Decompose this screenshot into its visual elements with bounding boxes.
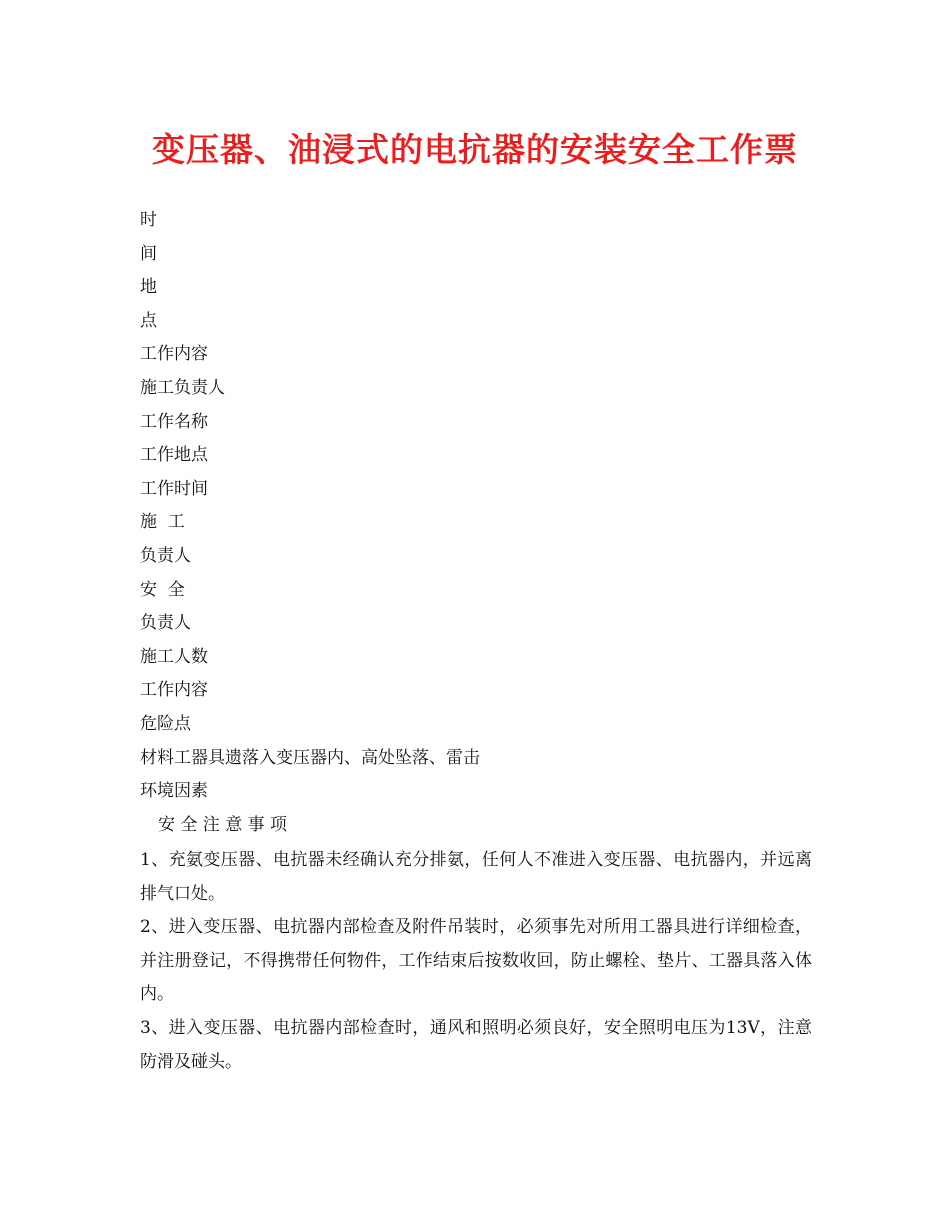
form-field-label: 工作地点 — [140, 445, 208, 466]
hazard-description: 材料工器具遗落入变压器内、高处坠落、雷击 — [140, 747, 480, 768]
form-field-label: 安 全 — [140, 579, 185, 600]
form-field-label: 点 — [140, 310, 157, 331]
safety-note-paragraph: 3、进入变压器、电抗器内部检查时，通风和照明必须良好，安全照明电压为13V，注意防滑及碰头。 — [140, 1017, 812, 1072]
document-title: 变压器、油浸式的电抗器的安装安全工作票 — [152, 130, 798, 169]
form-field-label: 工作时间 — [140, 478, 208, 499]
safety-notes — [140, 844, 812, 1079]
form-field-label: 时 — [140, 210, 157, 230]
safety-note-paragraph: 1、充氨变压器、电抗器未经确认充分排氨，任何人不准进入变压器、电抗器内，并远离排气口处。 — [140, 850, 812, 904]
form-field-label: 施 工 — [140, 512, 185, 533]
form-field-label: 施工负责人 — [140, 377, 225, 398]
form-field-label: 负责人 — [140, 613, 191, 634]
form-field-label: 负责人 — [140, 545, 191, 566]
form-field-label: 施工人数 — [140, 646, 208, 667]
form-field-list — [140, 204, 480, 809]
form-field-label: 危险点 — [140, 713, 191, 734]
safety-note-paragraph: 2、进入变压器、电抗器内部检查及附件吊装时，必须事先对所用工器具进行详细检查，并注册登记，不得携带任何物件，工作结束后按数收回，防止螺栓、垫片、工器具落入体内。 — [140, 917, 812, 1005]
form-field-label: 环境因素 — [140, 781, 208, 802]
form-field-label: 工作内容 — [140, 344, 208, 365]
safety-notes-heading: 安 全 注 意 事 项 — [158, 815, 288, 835]
form-field-label: 间 — [140, 243, 157, 264]
form-field-label: 工作内容 — [140, 680, 208, 701]
form-field-label: 地 — [140, 277, 157, 298]
form-field-label: 工作名称 — [140, 411, 208, 432]
